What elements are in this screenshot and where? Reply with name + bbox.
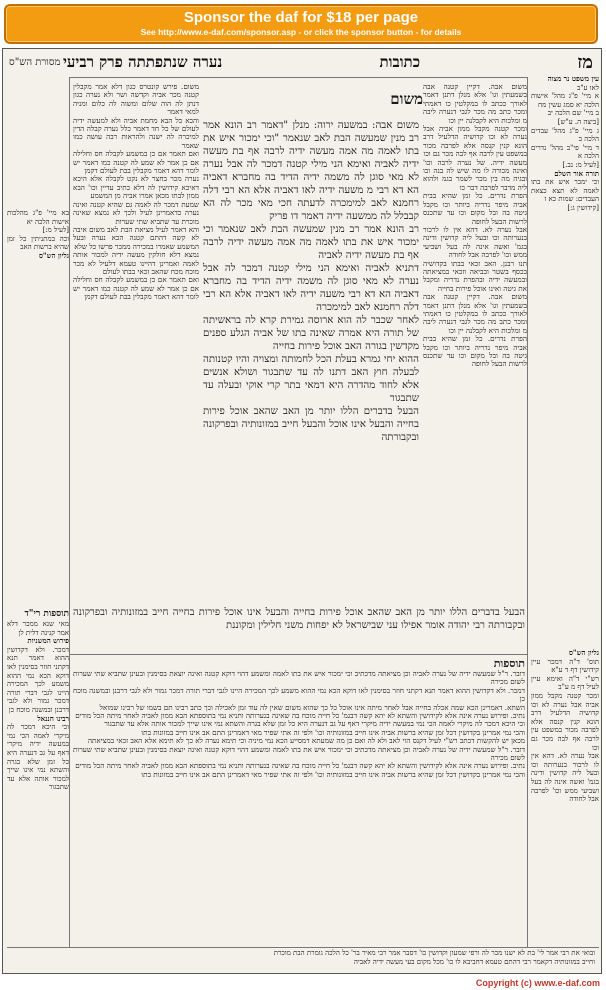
footnote-line: וחייב במזונותיה דקאמר רבי דהתם טעמא דחביבא לו כו' מכל מקום בעי מעשה ידיה לאביה — [353, 957, 595, 966]
tractate-name: כתובות — [379, 52, 421, 71]
gemara-main-text — [203, 119, 419, 601]
margin-note: [לעיל מ:] — [42, 226, 69, 235]
margin-note: עין משפט נר מצוה — [547, 75, 599, 83]
gemara-paragraph: משום אבה: במשעה ירוה: מנלן "דאמר רב הונא אמר רב מנין שמעשה הבת לאב שנאמר "וכי ימכור איש את בתו לאמה מה אמה מעשה ידיה לרבה אף בת מעשה ידיה לאביה ואימא הני מילי קטנה דמכר לה אבל נערה לא מאי סוגן לה משמה ידיה הדיד בה מחברא דאביה הא דא רבי מ משעה ידיה לאו דאביה אלא הא רבי דלה רחמנא לאב למימכרה לדעתה חכי מאי מכר לה הא קבבלל לה ממשעה ידיה דאמר דו פריק — [203, 120, 419, 222]
tosafot-paragraph: נמצא דלא חולקין מעשה ידיה למכור אותה לאמה ואמרינן דהיינו טעמא דלעיל לא מכר מוכח מכח שהאב זכאי בבתו לעולם — [73, 250, 199, 276]
rashi-paragraph: הפרת נדרים. כל זמן שהיא בבית אביה מיפר נדריה ביותר וכו מקבל גיטה בה ובל מקום וכו עד שתכנס לרשות הבעל לחופה — [423, 191, 527, 226]
gemara-opening-word: משום — [390, 90, 423, 108]
tosafot-bottom — [73, 657, 525, 947]
tosafot-commentary — [73, 83, 199, 603]
sponsor-banner[interactable] — [4, 4, 598, 44]
tosafot-paragraph: שמעת דמכר לה לאמה גם שהיא קטנה ואינה נערה כדאמרינן לעיל ולכך לא נמצא שאינה מוכרת עד שתביא שתי שערות — [73, 199, 199, 226]
margin-note: אבל נערה לא. דהא אין לו לרכור בנערותה וכו ובעל ליה קדושין ודינה בגמ' ואשה אינה לה בעל ושביעי ממש וכו' לפרבה אבל לחודה — [531, 752, 599, 804]
tosafot-paragraph: וכי היכא דמכר לה מיקרי לאמה הכי נמי במעשה ידיה מיקרי דאף על גב דנערה היא כל זמן שלא בגרה והשתא נמי אינו שייך למכור אותה אלא עד שתבגור — [104, 719, 525, 729]
divider-top — [69, 77, 527, 78]
margin-note: ומכר קטנה מקבל ממון אביה אבל נערה לא וכו קדושיה הדלעיל דרב הונא קנין קנסה אלא לפרבה מכור במשפט עין לרבה אף לבה מכר גם וכו — [531, 691, 599, 752]
tosafot-heading: תוספות — [493, 657, 525, 670]
tosafot-paragraph: והכא כל הבא מחמת אביה ולא למעשה ידיה לעולם של כל חד דאמר כלל נערה קבלה הדין למיכרה לה ישנה ולהראות רבה עושה כמו שאמר — [73, 115, 199, 150]
rashi-commentary — [423, 83, 527, 603]
footnote-line: ובואי את רבי אמר לי' בת לא ישנו מכר לה ורפי שמעון וקדושין כו' דסבר אמר רבי מאיר בר' כל הלכה גומרת הבת מוכרת — [273, 949, 595, 957]
gemara-paragraph: לאחר שכבר לה הוא ארוסה גמירת קרא לה בראשיתה של תורה היא אמרה שאינה בתו של אביה הגלע ספנים מקדשין בגורה האב אוכל פירות בחייה — [203, 315, 419, 352]
divider-right — [527, 77, 528, 947]
margin-note: מאי שנא ממכר דלא אמר קנינה דלית לן — [7, 620, 69, 637]
margin-note: ב מיי' שם הלכה יב — [547, 109, 599, 118]
gemara-continuation — [73, 607, 525, 653]
margin-note: וכי ימכר איש את בתו לאמה לא תצא כצאת העבדים: שמות כא ז — [531, 178, 599, 204]
margin-heading: פירוש המשניות — [27, 636, 69, 646]
talmud-page — [2, 48, 602, 974]
tosafot-paragraph: ואם תאמר אם כן במשמע לקבלה חס וחלילה אם כן אמר לא שמע לה קטנה כמו דאמר יש לומר דהא דאמר מקבלין בבת לעולם דקמן — [73, 149, 199, 176]
margin-note: גליון הש"ס — [38, 250, 69, 260]
gemara-paragraph: הבעל בדברים הללו יותר מן האב שהאב אוכל פירות בחייה והבעל אינו אוכל והבעל חייב במזונותיה ובפרקונה ובקבורתה — [203, 406, 419, 443]
divider-left — [69, 77, 70, 947]
margin-note: לאו ע"ב — [576, 83, 599, 92]
corner-label: מסורת הש"ס — [9, 57, 61, 68]
tosafot-paragraph: נתיב. ופירוש נערה אינה אלא לקידושין והשתא לא יהא קשה דבגמ' כל חייה מוכח בה שאינה בנערותה ותניא נמי בתוספתא הבא ממון לאביה לאחר מיתה הכל מודים — [75, 711, 525, 721]
sponsor-title[interactable]: Sponsor the daf for $18 per page — [183, 9, 419, 26]
margin-note: ג מיי' פ"ג מהל' עבדים הלכה ב — [531, 126, 599, 144]
margin-heading: גליון הש"ס — [568, 649, 599, 657]
rashi-paragraph: הפרת נדרים. כל זמן שהיא בבית אביה מיפר נדריה ביותר וכו מקבל גיטה בה ובל מקום וכו עד שתכנס לרשות הבעל לחופה — [423, 334, 527, 369]
margin-note: תורה אור השלם — [554, 168, 599, 178]
tosafot-paragraph: והא דאמר לעיל מציאת הבת לאב משום איבה לא קשה דהתם קטנה הכא נערה ובעל המשמע שאמרו במכירה ממכר פרשו כל שלא — [73, 224, 199, 251]
page-number: מז — [577, 51, 593, 73]
margin-heading: רבינו חננאל — [37, 713, 69, 723]
margin-note: [ביצה ה. ע"ש] — [557, 117, 599, 126]
rashi-paragraph: מעשה ידיה. של נערה לרבה וכו' ואינה מכורה לו מה שיש לה בנה וכו ובגיה מה בין מכר לשמר בגמ ולהוא ליה מדבר לפרבה דבר כו — [423, 157, 527, 192]
margin-note: דמכר. ולא דקדושין ההוא דאמר תנא דקתני חוזר בסימנין לאו דוקא הכא נמי ההוא משמע לכך המכירה היינו לגבי דברי תורה דמכר גמור ולא לגבי דרבנן ובמשנה מוכח כן — [7, 645, 69, 714]
tosafot-paragraph: והכי נמי אמרינן בקדושין דכל זמן שהיא ברשות אביה אינו חייב במזונותיה וכו' ולפי זה אתי שפיר מאי דאמרינן התם אב אינו חייב במזונות בתו — [141, 727, 525, 737]
gemara-paragraph: הבעל בדברים הללו יותר מן האב שהאב אוכל פירות בחייה והבעל אינו אוכל פירות בחייה חייב במזונותיה ובפרקונה ובקבורתה רבי יהודה אומר אפילו עני שבישראל לא יפחות משני חלילין ומקוננת — [73, 607, 525, 631]
divider-footer — [7, 947, 599, 948]
margin-heading: תוספות רי"ד — [24, 609, 69, 619]
margin-note: תוס' ד"ה דמכר עיין קידושין דף ד ע"א — [531, 657, 599, 675]
page-header — [63, 51, 593, 73]
tosafot-paragraph: ואם תאמר אם כן במשמע לקבלה חס וחלילה אם כן אמר לא שמע לה קטנה כמו דאמר יש לומר דהא דאמר מקבלין בבת לעולם דקמן — [73, 275, 199, 302]
rashi-paragraph: אבל נערה לא. דהא אין לו לרכור בנערותה וכו ובעל ליה קדושין ודינה בגמ' ואשה אינה לה בעל ושביעי ממש וכו' לפרבה אבל לחודה — [423, 224, 527, 260]
gemara-paragraph: רב הונא אמר רב מנין שמעשה הבת לאב שנאמר וכי ימכור איש את בתו לאמה מה אמה מעשה ידיה לרבה אף בת מעשה ידיה לאביה — [203, 224, 419, 261]
margin-note: רש"י ד"ה ואימא עיין לעיל דף מ ע"ב — [531, 674, 599, 692]
margin-note: וכה במתניתין כל זמן שהיא ברשות האב — [7, 234, 69, 252]
tosafot-paragraph: נתיב. ופירוש נערה אינה אלא לקידושין והשתא לא יהא קשה דבגמ' כל חייה מוכח בה שאינה בנערותה ותניא נמי בתוספתא הבא ממון לאביה לאחר מיתה הכל מודים — [75, 761, 525, 771]
tosafot-paragraph: השתא. דאמרינן הכא שמה אכלה בחייה אבל לאחר מיתה אינו אוכל כל כך שהוא משום שאין לה עוד זמן לאכילה וכך כתב רבינו תם בשמו של רבינו שמואל — [99, 702, 525, 712]
margin-note: ד מיי' פי"ב מהל' נדרים הלכה א — [531, 143, 599, 161]
margin-notes-left — [7, 209, 69, 589]
gemara-paragraph: ההוא יחי גמרא בעלת הכל לחמותה ומצויה והיו קטנותה לבעלה חוץ האב דתנו לה עד שתבגור ושולא אנשים אלא לחוד מהדרה היא דמאי בתר קרי אוקי ובעלה עד שתבגור — [203, 354, 419, 404]
margin-note: וכי היכא דמכר לה מיקרי לאמה הכי נמי במעשה ידיה מיקרי דאף על גב דנערה היא כל זמן שלא בגרה והשתא נמי אינו שייך למכור אותה אלא עד שתבגור — [7, 723, 69, 792]
margin-note: א מיי' פ"ג מהל' אישות הלכה יא סמג עשין מח — [531, 92, 599, 109]
tosafot-paragraph: דובר. ר"ל שמעשה ידיה של נערה לאביה וכן מציאתה מדכתיב וכי ימכור איש את בתו לאמה ומשמע דהוי דוקא קטנה ואינה יוצאת בסימנין ובעינן שתביא שתי שערות לשום מכירה — [73, 744, 525, 763]
tosafot-paragraph: דובר. ר"ל שמעשה ידיה של נערה לאביה וכן מציאתה מדכתיב וכי ימכור איש את בתו לאמה ומשמע דהוי דוקא קטנה ואינה יוצאת בסימנין ובעינן שתביא שתי שערות לשום מכירה — [73, 669, 525, 687]
tosafot-paragraph: דמכר. ולא דקדושין ההוא דאמר תנא דקתני חוזר בסימנין לאו דוקא הכא נמי ההוא משמע לכך המכירה היינו לגבי דברי תורה דמכר גמור ולא לגבי דרבנן ובמשנה מוכח כן — [73, 685, 525, 704]
tosafot-paragraph: והכי נמי אמרינן בקדושין דכל זמן שהיא ברשות אביה אינו חייב במזונותיה וכו' ולפי זה אתי שפיר מאי דאמרינן התם אב אינו חייב במזונות בתו — [141, 769, 525, 779]
page-footnotes — [11, 949, 595, 971]
rashi-paragraph: משום אבה. דקיין קטנה אבה בשמעתין וגו' אלא מנלן דתנן דאמר לאורך ככתב לו במקלטין כו דאמתי ומכר כתב מה מכר לגבי דנערה ליבה מ ומלכות היא לקבלנה יין וכו — [423, 83, 527, 125]
margin-notes-bottom-right — [531, 649, 599, 949]
chapter-title: נערה שנתפתתה פרק רביעי — [63, 52, 223, 71]
rashi-paragraph: משום אבה. דקיין קטנה אבה בשמעתין וגו' אלא מנלן דתנן דאמר לאורך ככתב לו במקלטין כו דאמתי ומכר כתב מה מכר לגבי דנערה ליבה מ ומלכות היא לקבלנה יין וכו — [423, 292, 527, 335]
rashi-paragraph: ומכר קטנה מקבל ממון אביה אבל נערה לא וכו קדושיה הדלעיל דרב הונא קנין קנסה אלא לפרבה מכור במשפט עין לרבה אף לבה מכר גם וכו — [423, 124, 527, 159]
tosafot-paragraph: מכאן יש להקשות דכתב רש"י לעיל דקנס הוי לאב ולא לה ואם כן מה שמעתא דמסייע הכא נמי מיניה וכי תימא נערה לא כך לא תימא אלא האב זכאי במציאתה — [87, 736, 525, 746]
gemara-paragraph: דתניא לאביה ואימא הני מילי קטנה דמכר לה אבל נערה לא מאי סוגן לה משמה ידיה הדיד בה מחברא דאביה הא דא רבי משעה ידיה לאו דאביה אלא הא רבי דלה רחמנא לאב למימכרה — [203, 263, 419, 313]
tosafot-paragraph: משום. פירש קונטרס כגון דלא אמר מקבלין קטנה מכר אביה וקדשה ושר ולא נערה כגון דנתן לה הוה שלום ומשוה לה כלום ומניה למאי דאמר — [73, 83, 199, 117]
margin-note: [קידושין ג:] — [567, 203, 599, 212]
sponsor-subtitle[interactable]: See http://www.e-daf.com/sponsor.asp - or click the sponsor button - for details — [140, 27, 462, 37]
margin-note: בא מיי' פ"ג מהלכות אישות הלכה יא — [7, 209, 69, 226]
tosafot-paragraph: נערה מכר בחצר לא נקט לקבלה אלא היכא דאיכא קידושין לה דלא כתיב עדיין וכו' הבא ממון לבתו מכאן אמרו אביה מן המשמע — [73, 174, 199, 201]
rashi-paragraph: תנו רבנן. האב זכאי בבתו בקדושיה בכסף בשטר ובביאה וזכאי במציאתה ובמעשה ידיה ובהפרת נדריה ומקבל את גיטה ואינו אוכל פירות בחייה — [423, 258, 527, 293]
margin-notes-right — [531, 75, 599, 675]
copyright-link[interactable]: Copyright (c) www.e-daf.com — [475, 978, 600, 988]
margin-note: [לעיל מ: נב.] — [562, 160, 599, 169]
margin-notes-bottom-left — [7, 609, 69, 949]
divider-middle — [69, 654, 527, 655]
